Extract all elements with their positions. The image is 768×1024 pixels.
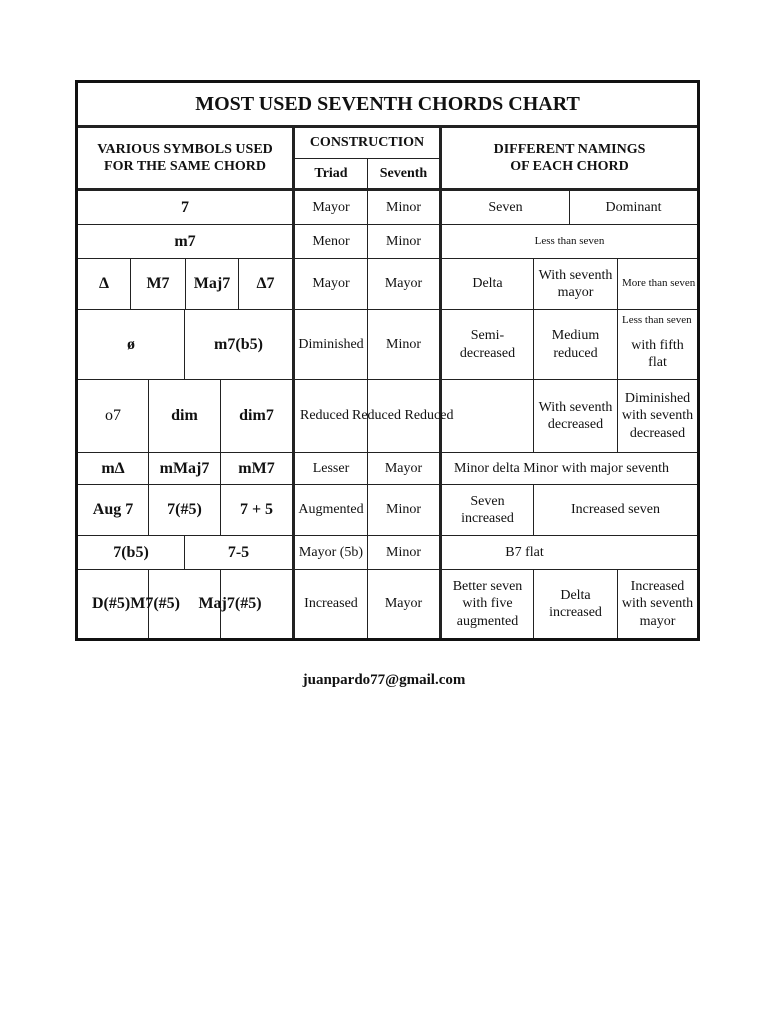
seventh-cell: Minor bbox=[386, 199, 421, 215]
symbol-cell: mΔ bbox=[101, 459, 125, 477]
header-namings: DIFFERENT NAMINGS OF EACH CHORD bbox=[493, 141, 646, 174]
naming-cell: Seven increased bbox=[461, 493, 514, 526]
symbol-cell: Δ7 bbox=[256, 275, 275, 293]
symbol-cell: 7-5 bbox=[227, 543, 250, 561]
naming-cell: With seventh decreased bbox=[538, 399, 613, 432]
seventh-cell: Mayor bbox=[384, 596, 423, 612]
naming-cell: Medium reduced bbox=[551, 328, 600, 361]
author-email: juanpardo77@gmail.com bbox=[302, 672, 466, 688]
symbol-cell: Maj7 bbox=[193, 275, 231, 293]
naming-cell: Increased seven bbox=[570, 502, 660, 518]
symbol-cell: mM7 bbox=[238, 459, 275, 477]
chart-title: MOST USED SEVENTH CHORDS CHART bbox=[195, 92, 580, 115]
symbol-cell: m7(b5) bbox=[214, 335, 263, 353]
symbol-cell: ø bbox=[127, 335, 135, 353]
triad-cell: Mayor bbox=[312, 199, 350, 215]
naming-cell: B7 flat bbox=[505, 544, 544, 560]
naming-cell: Minor delta Minor with major seventh bbox=[454, 460, 670, 476]
seventh-cell: Reduced Reduced bbox=[352, 408, 454, 424]
symbol-cell: 7(b5) bbox=[113, 543, 149, 561]
symbol-cell: M7 bbox=[146, 275, 170, 293]
symbol-cell: Maj7(#5) bbox=[198, 595, 262, 613]
naming-cell: Seven bbox=[488, 199, 523, 215]
seventh-cell: Mayor bbox=[384, 460, 423, 476]
header-construction: CONSTRUCTION bbox=[309, 135, 425, 151]
symbol-cell: Δ bbox=[98, 275, 110, 293]
naming-cell: Increased with seventh mayor bbox=[621, 579, 694, 629]
chords-chart-table bbox=[75, 80, 700, 641]
triad-cell: Lesser bbox=[312, 460, 350, 476]
symbol-cell: dim bbox=[171, 407, 198, 425]
naming-cell: Less than seven bbox=[622, 314, 692, 327]
symbol-cell: Aug 7 bbox=[92, 501, 134, 519]
naming-cell: with fifth flat bbox=[631, 337, 684, 370]
seventh-cell: Minor bbox=[386, 233, 421, 249]
naming-cell: Less than seven bbox=[534, 234, 605, 247]
seventh-cell: Minor bbox=[386, 336, 421, 352]
symbol-cell: dim7 bbox=[239, 407, 274, 425]
naming-cell: Delta bbox=[472, 276, 503, 292]
triad-cell: Mayor bbox=[312, 276, 350, 292]
triad-cell: Mayor (5b) bbox=[298, 544, 364, 560]
header-symbols: VARIOUS SYMBOLS USED FOR THE SAME CHORD bbox=[97, 141, 273, 174]
triad-cell: Increased bbox=[304, 596, 358, 612]
naming-cell: More than seven bbox=[622, 277, 696, 290]
naming-cell: Better seven with five augmented bbox=[452, 579, 523, 629]
symbol-cell: 7(#5) bbox=[167, 501, 202, 519]
triad-cell: Diminished bbox=[298, 336, 364, 352]
seventh-cell: Minor bbox=[386, 502, 421, 518]
seventh-cell: Minor bbox=[386, 544, 421, 560]
header-triad: Triad bbox=[314, 165, 348, 181]
seventh-cell: Mayor bbox=[384, 276, 423, 292]
symbol-cell: mMaj7 bbox=[159, 459, 210, 477]
triad-cell: Augmented bbox=[298, 502, 364, 518]
triad-cell: Menor bbox=[312, 233, 350, 249]
naming-cell: With seventh mayor bbox=[538, 267, 613, 300]
symbol-cell: D(#5)M7(#5) bbox=[92, 595, 180, 613]
symbol-cell: 7 bbox=[181, 198, 189, 216]
naming-cell: Dominant bbox=[605, 199, 662, 215]
symbol-cell: m7 bbox=[174, 232, 196, 250]
naming-cell: Diminished with seventh decreased bbox=[621, 391, 694, 441]
symbol-cell: o7 bbox=[105, 407, 121, 425]
triad-cell: Reduced bbox=[300, 408, 349, 424]
symbol-cell: 7 + 5 bbox=[239, 501, 274, 519]
header-seventh: Seventh bbox=[379, 165, 428, 181]
naming-cell: Semi- decreased bbox=[459, 328, 516, 361]
naming-cell: Delta increased bbox=[549, 587, 602, 620]
